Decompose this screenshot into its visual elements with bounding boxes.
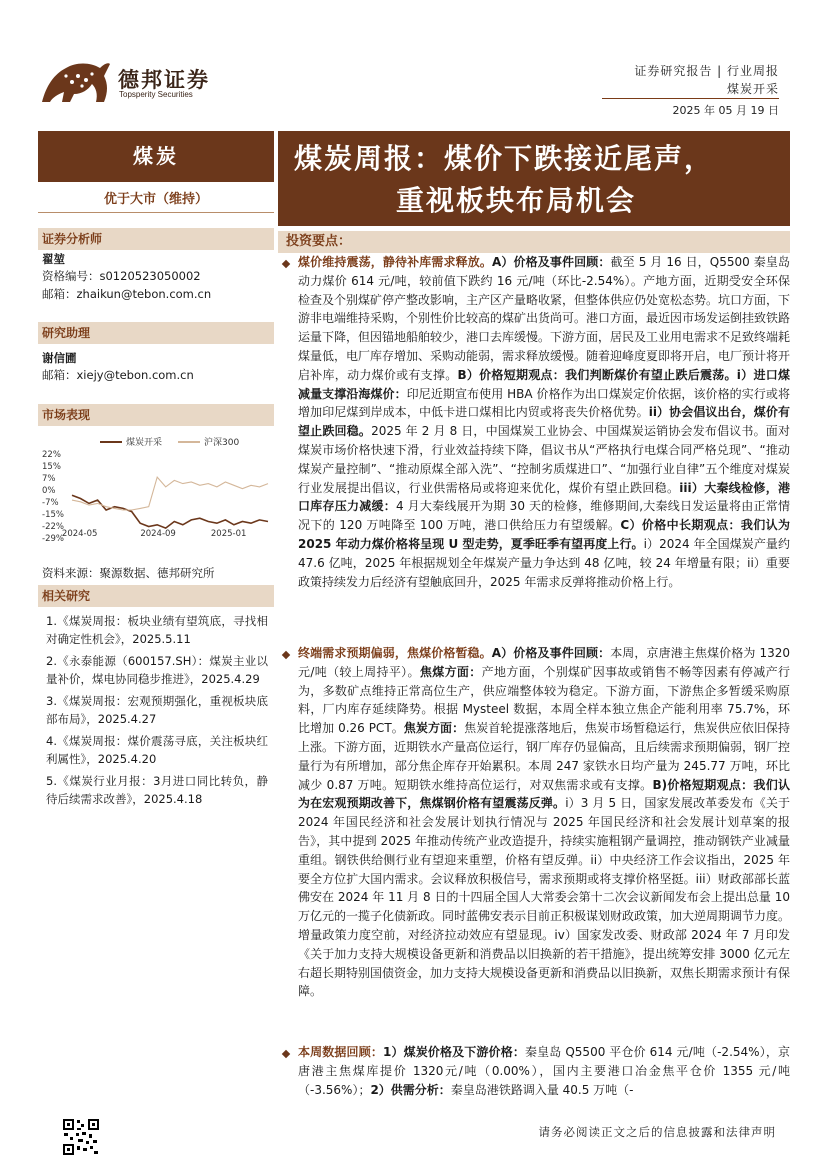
disclaimer-note: 请务必阅读正文之后的信息披露和法律声明 — [538, 1125, 776, 1139]
y-tick-label: 22% — [42, 450, 61, 460]
related-item[interactable]: 4.《煤炭周报：煤价震荡寻底，关注板块红利属性》，2025.4.20 — [46, 734, 268, 766]
para-lead: 煤价维持震荡，静待补库需求释放。 — [298, 255, 492, 269]
report-title-line1: 煤炭周报：煤价下跌接近尾声， — [294, 142, 715, 175]
report-date: 2025 年 05 月 19 日 — [672, 104, 779, 117]
analyst-name: 翟堃 — [42, 252, 65, 266]
para-text: i）2024 年全国煤炭产量约 47.6 亿吨，2025 年根据规划全年煤炭产量力争达到 48 亿吨，较 24 年增量有限；ii）重要政策持续发力后经济有望触底回升，2025 年需求反弹将推动价格上行。 — [298, 536, 790, 589]
para-heading: 焦炭方面： — [403, 721, 465, 736]
paragraph-thermal-coal — [298, 253, 790, 591]
y-tick-label: -7% — [42, 498, 59, 508]
para-heading: 2）供需分析： — [370, 1082, 451, 1097]
paragraph-weekly-data — [298, 1043, 790, 1099]
report-title-banner — [278, 131, 790, 226]
market-section-title: 市场表现 — [38, 404, 274, 426]
legend-label: 煤炭开采 — [126, 438, 163, 448]
y-tick-label: -22% — [42, 522, 64, 532]
para-heading: 1）煤炭价格及下游价格： — [382, 1045, 525, 1059]
para-text: i）3 月 5 日，国家发展改革委发布《关于 2024 年国民经济和社会发展计划执行情况与 2025 年国民经济和社会发展计划草案的报告》，其中提到 2025 年推动传统产业改造提升，持续实施粗钢产量调控，推动钢铁产业减量重组。钢铁供给侧行业有望迎来重塑，价格有望反弹。ii）中央经济工作会议指出，2025 年要全方位扩大国内需求。会议释放积极信号，需求预期或将支撑价格坚挺。iii）财政部部长蓝佛安在 2024 年 11 月 8 日的十四届全国人大常委会第十二次会议新闻发布会上提出总量 10 万亿元的一揽子化债新政。同时蓝佛安表示目前正积极谋划财政政策，加大逆周期调节力度。增量政策力度空前，对经济拉动效应有望显现。iv）国家发改委、财政部 2024 年 7 月印发《关于加力支持大规模设备更新和消费品以旧换新的若干措施》，提出统筹安排 3000 亿元左右超长期特别国债资金，加力支持大规模设备更新和消费品以旧换新，双焦长期需求预计有保障。 — [298, 796, 791, 999]
key-points-title: 投资要点： — [278, 231, 790, 253]
y-tick-label: 0% — [42, 486, 56, 496]
brand-logo-icon — [38, 56, 112, 106]
para-text: 2025 年 2 月 8 日，中国煤炭工业协会、中国煤炭运销协会发布倡议书。面对煤炭市场价格快速下滑，行业效益持续下降，倡议书从“严格执行电煤合同严格兑现”、“推动煤炭产量控制”、“推动原煤全部入洗”、“控制劣质煤进口”、“加强行业自律”五个维度对煤炭行业发展提出倡议，行业供需格局或将迎来优化，煤价有望止跌回稳。 — [298, 424, 790, 495]
bullet-icon — [282, 260, 290, 268]
para-heading: 焦煤方面： — [419, 664, 482, 679]
y-tick-label: -15% — [42, 510, 64, 520]
para-heading: B)价格短期观点：我们认为在宏观预期改善下，焦煤钢价格有望震荡反弹。 — [298, 777, 790, 811]
x-tick-label: 2024-09 — [140, 529, 176, 539]
bullet-icon — [282, 1050, 290, 1058]
assistant-section-title: 研究助理 — [38, 322, 274, 344]
assistant-name: 谢信圃 — [42, 351, 77, 365]
analyst-section-title: 证券分析师 — [38, 228, 274, 250]
y-tick-label: 7% — [42, 474, 56, 484]
legend-label: 沪深300 — [204, 438, 240, 448]
para-text: 截至 5 月 16 日，Q5500 秦皇岛动力煤价 614 元/吨，较前值下跌约 16 元/吨（环比-2.54%）。产地方面，近期受安全环保检查及个别煤矿停产整改影响，主产区产量略收紧，但整体供应仍处宽松态势。坑口方面，下游非电端维持采购，个别性价比较高的煤矿出货尚可。港口方面，最近因市场发运倒挂致铁路运量下降，但因锚地船舶较少，港口去库缓慢。下游方面，居民及工业用电需求不足致终端耗煤量低，电厂库存增加、采购动能弱，需求释放缓慢。随着迎峰度夏即将开启，电厂预计将开启补库，动力煤价或有支撑。 — [298, 255, 791, 382]
para-heading: ii）协会倡议出台，煤价有望止跌回稳。 — [298, 405, 790, 439]
related-section-title: 相关研究 — [38, 585, 274, 607]
rating-label: 优于大市（维持） — [103, 192, 208, 207]
y-tick-label: 15% — [42, 462, 61, 472]
related-item[interactable]: 3.《煤炭周报：宏观预期强化，重视板块底部布局》，2025.4.27 — [46, 694, 268, 726]
rating-divider — [38, 212, 274, 213]
header-divider — [602, 98, 779, 99]
sector-label: 煤炭 — [38, 131, 274, 182]
related-item[interactable]: 2.《永泰能源（600157.SH）：煤炭主业以量补价，煤电协同稳步推进》，2025.4.29 — [46, 654, 268, 686]
para-lead: 本周数据回顾： — [298, 1045, 383, 1059]
series-line — [72, 477, 268, 510]
paragraph-coking-coal — [298, 644, 790, 1001]
para-heading: A）价格及事件回顾： — [492, 255, 611, 269]
x-tick-label: 2025-01 — [210, 529, 247, 539]
para-heading: i）进口煤减量支撑沿海煤价： — [298, 367, 790, 401]
related-item[interactable]: 5.《煤炭行业月报：3月进口同比转负，静待后续需求改善》，2025.4.18 — [46, 774, 268, 806]
para-lead: 终端需求预期偏弱，焦煤价格暂稳。 — [298, 646, 492, 660]
para-text: 秦皇岛 Q5500 平仓价 614 元/吨（-2.54%），京唐港主焦煤库提价 1320元/吨（0.00%），国内主要港口冶金焦平仓价 1355 元/吨（-3.56%）； — [298, 1045, 790, 1097]
chart-source: 资料来源：聚源数据、德邦研究所 — [42, 566, 215, 580]
para-text: 秦皇岛港铁路调入量 40.5 万吨（- — [450, 1082, 634, 1097]
series-line — [72, 495, 268, 528]
qr-code-icon — [62, 1118, 100, 1156]
report-type: 证券研究报告 | 行业周报 — [634, 64, 779, 78]
para-heading: B）价格短期观点：我们判断煤价有望止跌后震荡。 — [457, 367, 737, 382]
para-text: 焦炭首轮提涨落地后，焦炭市场暂稳运行，焦炭供应依旧保持上涨。下游方面，近期铁水产量高位运行，钢厂库存仍显偏高，且后续需求预期偏弱，钢厂控量行为有所增加，部分焦企库存开始累积。本周 247 家铁水日均产量为 245.77 万吨，环比减少 0.87 万吨。短期铁水维持高位运行，对双焦需求或有支撑。 — [298, 721, 791, 792]
brand-name-en: Topsperity Securities — [119, 90, 193, 99]
analyst-cert: 资格编号：s0120523050002 — [42, 269, 201, 283]
para-text: 4 月大秦线展开为期 30 天的检修，维修期间,大秦线日发运量将由正常情况下的 120 万吨降至 100 万吨，港口供给压力有望缓解。 — [298, 499, 790, 533]
para-heading: A）价格及事件回顾： — [491, 646, 611, 660]
para-text: 本周，京唐港主焦煤价格为 1320 元/吨（较上周持平）。 — [298, 646, 790, 679]
para-heading: C）价格中长期观点：我们认为 2025 年动力煤价格将呈现 U 型走势，夏季旺季有望再度上行。 — [298, 518, 790, 551]
y-tick-label: -29% — [42, 534, 64, 544]
x-tick-label: 2024-05 — [61, 529, 98, 539]
bullet-icon — [282, 651, 290, 659]
related-list — [46, 612, 268, 812]
related-item[interactable]: 1.《煤炭周报：板块业绩有望筑底，寻找相对确定性机会》，2025.5.11 — [46, 614, 268, 646]
report-title-line2: 重视板块布局机会 — [396, 184, 637, 217]
para-text: 印尼近期宣布使用 HBA 价格作为出口煤炭定价依据，该价格的实行或将增加印尼煤到岸成本，中低卡进口煤相比内贸或将丧失价格优势。 — [298, 386, 790, 420]
report-subsector: 煤炭开采 — [726, 82, 779, 96]
para-heading: iii）大秦线检修，港口库存压力减缓： — [298, 480, 790, 514]
market-performance-chart — [38, 432, 274, 552]
analyst-email[interactable]: 邮箱：zhaikun@tebon.com.cn — [42, 287, 212, 301]
para-text: 产地方面，个别煤矿因事故或销售不畅等因素有停减产行为，多数矿点维持正常高位生产，供应端整体较为稳定。下游方面，下游焦企多暂缓采购原料，厂内库存延续降势。根据 Mysteel 数据，本周全样本独立焦企产能利用率 75.7%，环比增加 0.26 PCT。 — [298, 664, 790, 736]
assistant-email[interactable]: 邮箱：xiejy@tebon.com.cn — [42, 368, 194, 382]
brand-name: 德邦证券 — [118, 68, 210, 92]
